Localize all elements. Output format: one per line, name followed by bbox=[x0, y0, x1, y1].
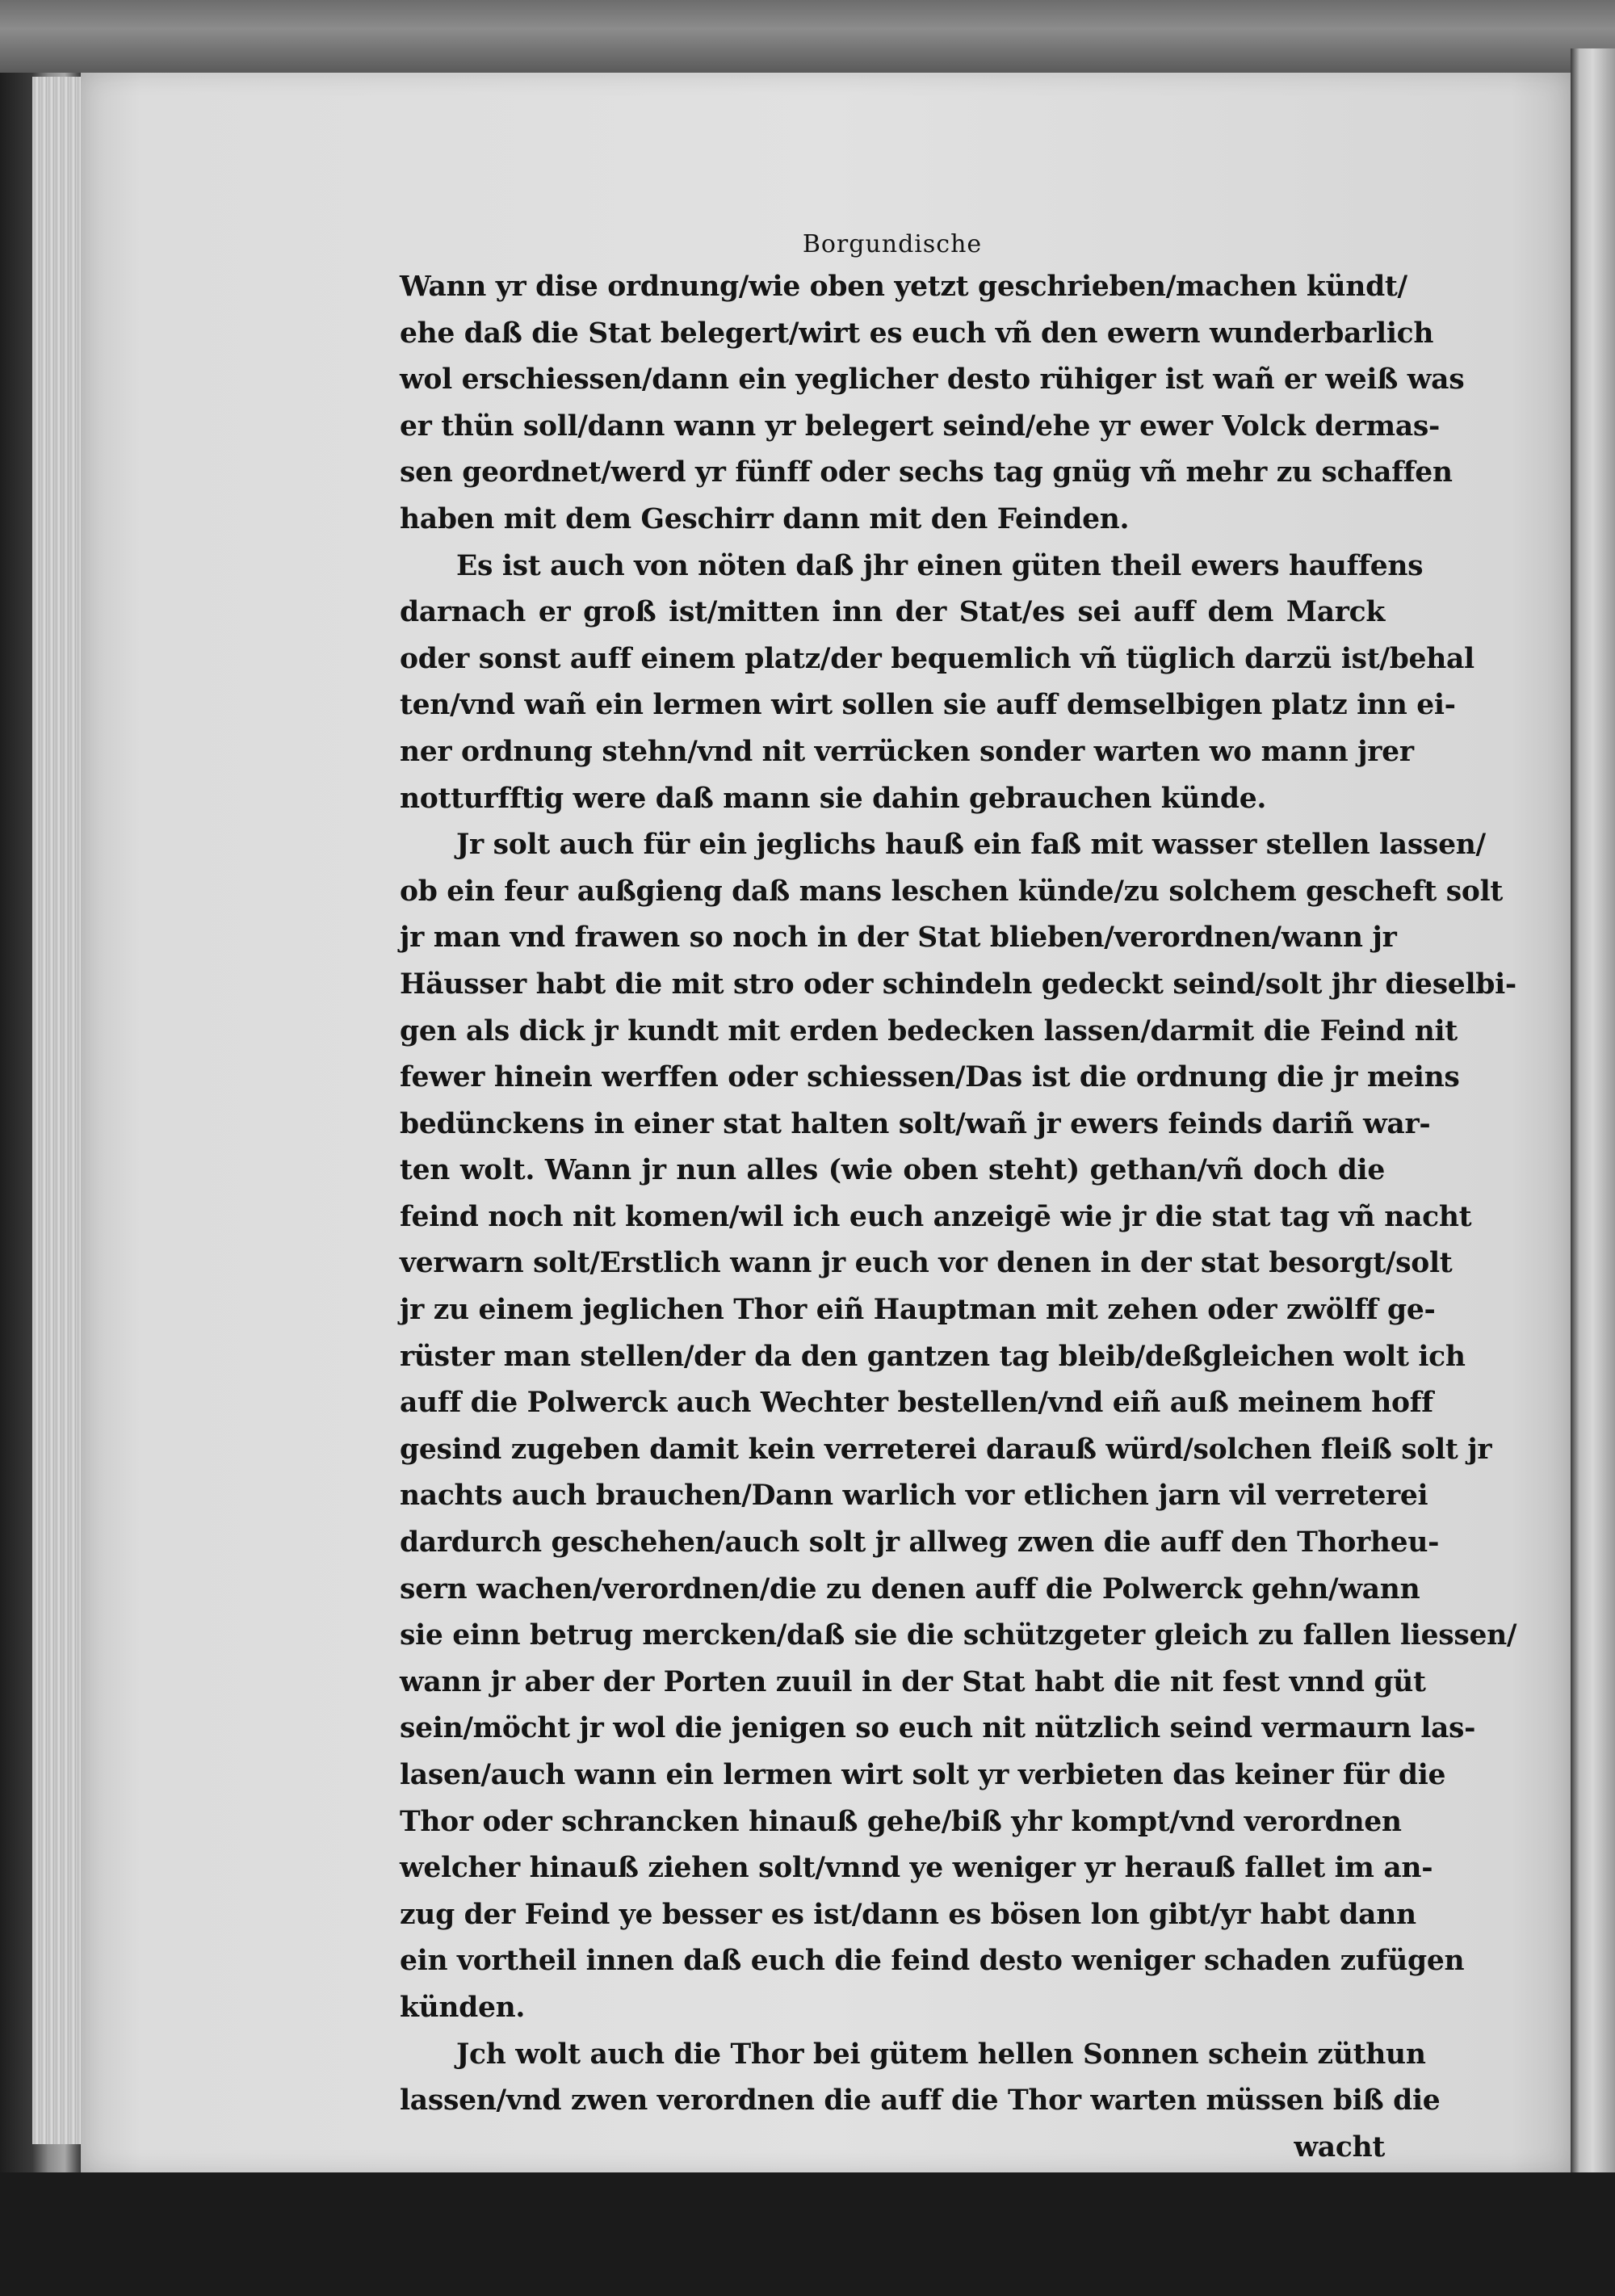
text-line: jr man vnd frawen so noch in der Stat blieben/verordnen/wann jr bbox=[400, 921, 1397, 955]
text-line: er thün soll/dann wann yr belegert seind/ehe yr ewer Volck dermas- bbox=[400, 409, 1441, 443]
text-line: sein/möcht jr wol die jenigen so euch nit nützlich seind vermaurn las- bbox=[400, 1712, 1476, 1745]
text-line: welcher hinauß ziehen solt/vnnd ye weniger yr herauß fallet im an- bbox=[400, 1852, 1433, 1885]
text-line: lassen/vnd zwen verordnen die auff die Thor warten müssen biß die bbox=[400, 2084, 1441, 2118]
text-line: haben mit dem Geschirr dann mit den Feinden. bbox=[400, 502, 1130, 535]
text-line: feind noch nit komen/wil ich euch anzeigē wie jr die stat tag vñ nacht bbox=[400, 1200, 1472, 1233]
book-top-edge bbox=[0, 0, 1615, 73]
text-line: auff die Polwerck auch Wechter bestellen/vnd eiñ auß meinem hoff bbox=[400, 1387, 1433, 1420]
text-line: lasen/auch wann ein lermen wirt solt yr verbieten das keiner für die bbox=[400, 1759, 1446, 1791]
running-head: Borgundische bbox=[802, 230, 983, 258]
text-line: Jr solt auch für ein jeglichs hauß ein faß mit wasser stellen lassen/ bbox=[456, 829, 1486, 862]
paragraph-3 bbox=[400, 822, 1517, 2031]
text-line: wol erschiessen/dann ein yeglicher desto rühiger ist wañ er weiß was bbox=[400, 363, 1465, 397]
text-line: jr zu einem jeglichen Thor eiñ Hauptman mit zehen oder zwölff ge- bbox=[400, 1294, 1436, 1327]
text-line: sern wachen/verordnen/die zu denen auff die Polwerck gehn/wann bbox=[400, 1572, 1420, 1606]
text-line: verwarn solt/Erstlich wann jr euch vor denen in der stat besorgt/solt bbox=[400, 1247, 1453, 1280]
text-line: rüster man stellen/der da den gantzen tag bleib/deßgleichen wolt ich bbox=[400, 1340, 1466, 1373]
text-line: nachts auch brauchen/Dann warlich vor etlichen jarn vil verreterei bbox=[400, 1480, 1428, 1513]
text-line: ein vortheil innen daß euch die feind desto weniger schaden zufügen bbox=[400, 1945, 1465, 1978]
page-text-block bbox=[400, 230, 1517, 2171]
text-line: wann jr aber der Porten zuuil in der Stat habt die nit fest vnnd güt bbox=[400, 1665, 1426, 1698]
text-line: zug der Feind ye besser es ist/dann es bösen lon gibt/yr habt dann bbox=[400, 1898, 1416, 1931]
text-line: Es ist auch von nöten daß jhr einen güten theil ewers hauffens bbox=[456, 549, 1424, 582]
text-line: ten wolt. Wann jr nun alles (wie oben steht) gethan/vñ doch die bbox=[400, 1154, 1385, 1187]
text-line: Jch wolt auch die Thor bei gütem hellen Sonnen schein züthun bbox=[456, 2038, 1426, 2071]
paragraph-4 bbox=[400, 2032, 1441, 2125]
paragraph-2 bbox=[400, 544, 1474, 823]
text-line: darnach er groß ist/mitten inn der Stat/es sei auff dem Marck bbox=[400, 596, 1385, 629]
text-line: ob ein feur außgieng daß mans leschen künde/zu solchem gescheft solt bbox=[400, 875, 1504, 908]
text-line: notturfftig were daß mann sie dahin gebrauchen künde. bbox=[400, 782, 1267, 815]
text-line: gesind zugeben damit kein verreterei darauß würd/solchen fleiß solt jr bbox=[400, 1433, 1492, 1466]
text-line: sie einn betrug mercken/daß sie die schützgeter gleich zu fallen liessen/ bbox=[400, 1619, 1517, 1652]
text-line: ehe daß die Stat belegert/wirt es euch vñ den ewern wunderbarlich bbox=[400, 317, 1434, 350]
text-line: sen geordnet/werd yr fünff oder sechs tag gnüg vñ mehr zu schaffen bbox=[400, 456, 1453, 489]
catchword: wacht bbox=[1294, 2130, 1385, 2164]
text-line: bedünckens in einer stat halten solt/wañ jr ewers feinds dariñ war- bbox=[400, 1107, 1431, 1140]
text-line: gen als dick jr kundt mit erden bedecken lassen/darmit die Feind nit bbox=[400, 1014, 1458, 1047]
text-line: dardurch geschehen/auch solt jr allweg zwen die auff den Thorheu- bbox=[400, 1526, 1440, 1559]
scan-bottom-border bbox=[0, 2172, 1615, 2296]
right-page-edge bbox=[1571, 48, 1615, 2294]
text-line: oder sonst auff einem platz/der bequemlich vñ tüglich darzü ist/behal bbox=[400, 642, 1474, 675]
text-line: Thor oder schrancken hinauß gehe/biß yhr kompt/vnd verordnen bbox=[400, 1805, 1402, 1838]
text-line: ten/vnd wañ ein lermen wirt sollen sie auff demselbigen platz inn ei- bbox=[400, 689, 1456, 722]
paragraph-1 bbox=[400, 264, 1465, 544]
text-line: ner ordnung stehn/vnd nit verrücken sonder warten wo mann jrer bbox=[400, 735, 1414, 768]
text-line: fewer hinein werffen oder schiessen/Das ist die ordnung die jr meins bbox=[400, 1061, 1460, 1094]
text-line: künden. bbox=[400, 1991, 526, 2024]
text-line: Häusser habt die mit stro oder schindeln gedeckt seind/solt jhr dieselbi- bbox=[400, 968, 1516, 1001]
text-line: Wann yr dise ordnung/wie oben yetzt geschrieben/machen kündt/ bbox=[400, 271, 1407, 303]
